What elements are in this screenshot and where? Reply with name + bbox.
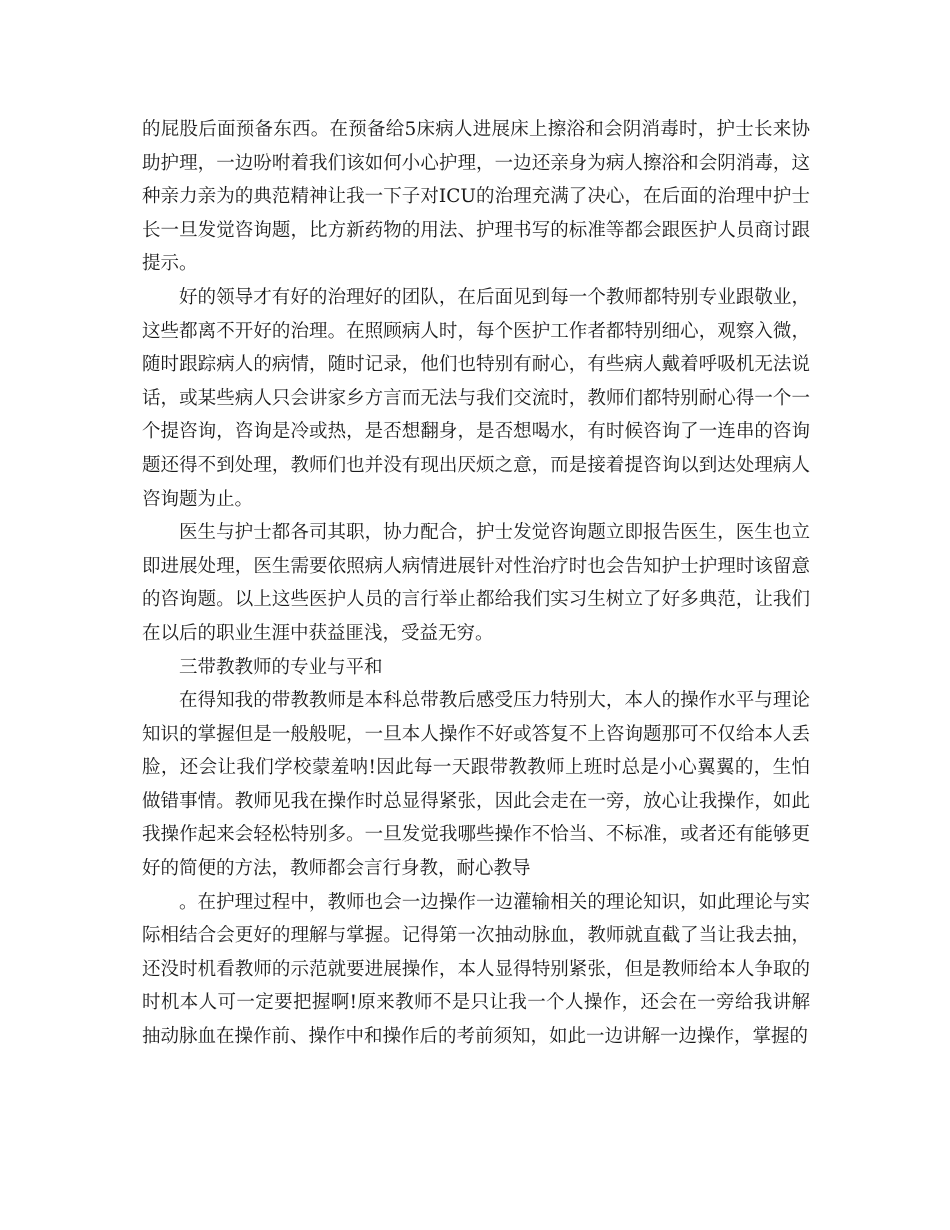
paragraph-3: 医生与护士都各司其职，协力配合，护士发觉咨询题立即报告医生，医生也立即进展处理，医生需要依照病人病情进展针对性治疗时也会告知护士护理时该留意的咨询题。以上这些医护人员的言行举止都给我们实习生树立了好多典范，让我们在以后的职业生涯中获益匪浅，受益无穷。 xyxy=(142,522,810,644)
paragraph-5: 在得知我的带教教师是本科总带教后感受压力特别大，本人的操作水平与理论知识的掌握但是一般般呢，一旦本人操作不好或答复不上咨询题那可不仅给本人丢脸，还会让我们学校蒙羞呐!因此每一天跟带教教师上班时总是小心翼翼的，生怕做错事情。教师见我在操作时总显得紧张，因此会走在一旁，放心让我操作，如此我操作起来会轻松特别多。一旦发觉我哪些操作不恰当、不标准，或者还有能够更好的简便的方法，教师都会言行身教，耐心教导 xyxy=(142,690,810,880)
paragraph-2: 好的领导才有好的治理好的团队，在后面见到每一个教师都特别专业跟敬业，这些都离不开好的治理。在照顾病人时，每个医护工作者都特别细心，观察入微，随时跟踪病人的病情，随时记录，他们也特别有耐心，有些病人戴着呼吸机无法说话，或某些病人只会讲家乡方言而无法与我们交流时，教师们都特别耐心得一个一个提咨询，咨询是冷或热，是否想翻身，是否想喝水，有时候咨询了一连串的咨询题还得不到处理，教师们也并没有现出厌烦之意，而是接着提咨询以到达处理病人咨询题为止。 xyxy=(142,286,810,510)
paragraph-6: 。在护理过程中，教师也会一边操作一边灌输相关的理论知识，如此理论与实际相结合会更好的理解与掌握。记得第一次抽动脉血，教师就直截了当让我去抽，还没时机看教师的示范就要进展操作，本人显得特别紧张，但是教师给本人争取的时机本人可一定要把握啊!原来教师不是只让我一个人操作，还会在一旁给我讲解抽动脉血在操作前、操作中和操作后的考前须知，如此一边讲解一边操作，掌握的 xyxy=(142,891,810,1048)
section-heading: 三带教教师的专业与平和 xyxy=(179,656,383,678)
document-body xyxy=(142,113,810,1054)
paragraph-1: 的屁股后面预备东西。在预备给5床病人进展床上擦浴和会阴消毒时，护士长来协助护理，一边吩咐着我们该如何小心护理，一边还亲身为病人擦浴和会阴消毒，这种亲力亲为的典范精神让我一下子对ICU的治理充满了决心，在后面的治理中护士长一旦发觉咨询题，比方新药物的用法、护理书写的标准等都会跟医护人员商讨跟提示。 xyxy=(142,119,810,275)
